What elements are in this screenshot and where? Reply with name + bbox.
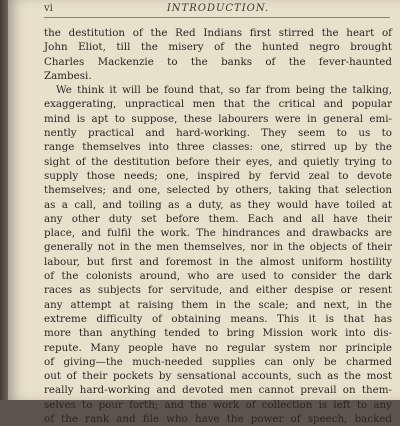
text-line: as a call, and toiling as a duty, as they would have toiled at (44, 198, 392, 211)
text-line: range themselves into three classes: one, stirred up by the (44, 141, 392, 154)
text-line: Charles Mackenzie to the banks of the fever-haunted (44, 55, 392, 68)
text-line: any other duty set before them. Each and all have their (44, 212, 392, 225)
text-line: John Eliot, till the misery of the hunted negro brought (44, 41, 392, 54)
text-line: the destitution of the Red Indians first stirred the heart of (44, 27, 392, 39)
text-line: extreme difficulty of obtaining means. This it is that has (44, 312, 392, 325)
text-line: mind is apt to suppose, these labourers were in general emi- (44, 112, 392, 125)
text-line: place, and fulfil the work. The hindrances and drawbacks are (44, 227, 392, 240)
book-page (8, 0, 400, 426)
text-line: generally not in the men themselves, nor in the objects of their (44, 241, 392, 254)
text-line: of the rank and file who have the power of speech, backed (44, 413, 392, 426)
text-line: races as subjects for servitude, and either despise or resent (44, 284, 392, 297)
text-line: labour, but first and foremost in the almost uniform hostility (44, 255, 392, 268)
text-line: We think it will be found that, so far from being the talking, (56, 84, 392, 97)
text-line: any attempt at raising them in the scale; and next, in the (44, 298, 392, 311)
text-line: repute. Many people have no regular system nor principle (44, 341, 392, 354)
page-number: vi (44, 3, 53, 14)
text-line: out of their pockets by sensational accounts, such as the most (44, 370, 392, 383)
text-line: themselves; and one, selected by others, taking that selection (44, 184, 392, 197)
page-gutter-shadow (0, 0, 8, 400)
text-line: Zambesi. (44, 69, 92, 82)
text-line: exaggerating, unpractical men that the critical and popular (44, 98, 392, 111)
text-line: sight of the destitution before their eyes, and quietly trying to (44, 155, 392, 168)
running-header (44, 3, 392, 17)
text-line: of giving—the much-needed supplies can only be charmed (44, 355, 392, 368)
text-line: selves to pour forth; and the work of collection is left to any (44, 398, 392, 411)
text-line: supply those needs; one, inspired by fervid zeal to devote (44, 169, 392, 182)
text-line: really hard-working and devoted men cannot prevail on them- (44, 384, 392, 397)
body-text (44, 26, 392, 426)
header-rule (44, 17, 390, 18)
text-line: more than anything tended to bring Mission work into dis- (44, 327, 392, 340)
running-title: INTRODUCTION. (166, 3, 270, 14)
text-line: nently practical and hard-working. They seem to us to (44, 127, 392, 140)
text-line: of the colonists around, who are used to consider the dark (44, 270, 392, 283)
